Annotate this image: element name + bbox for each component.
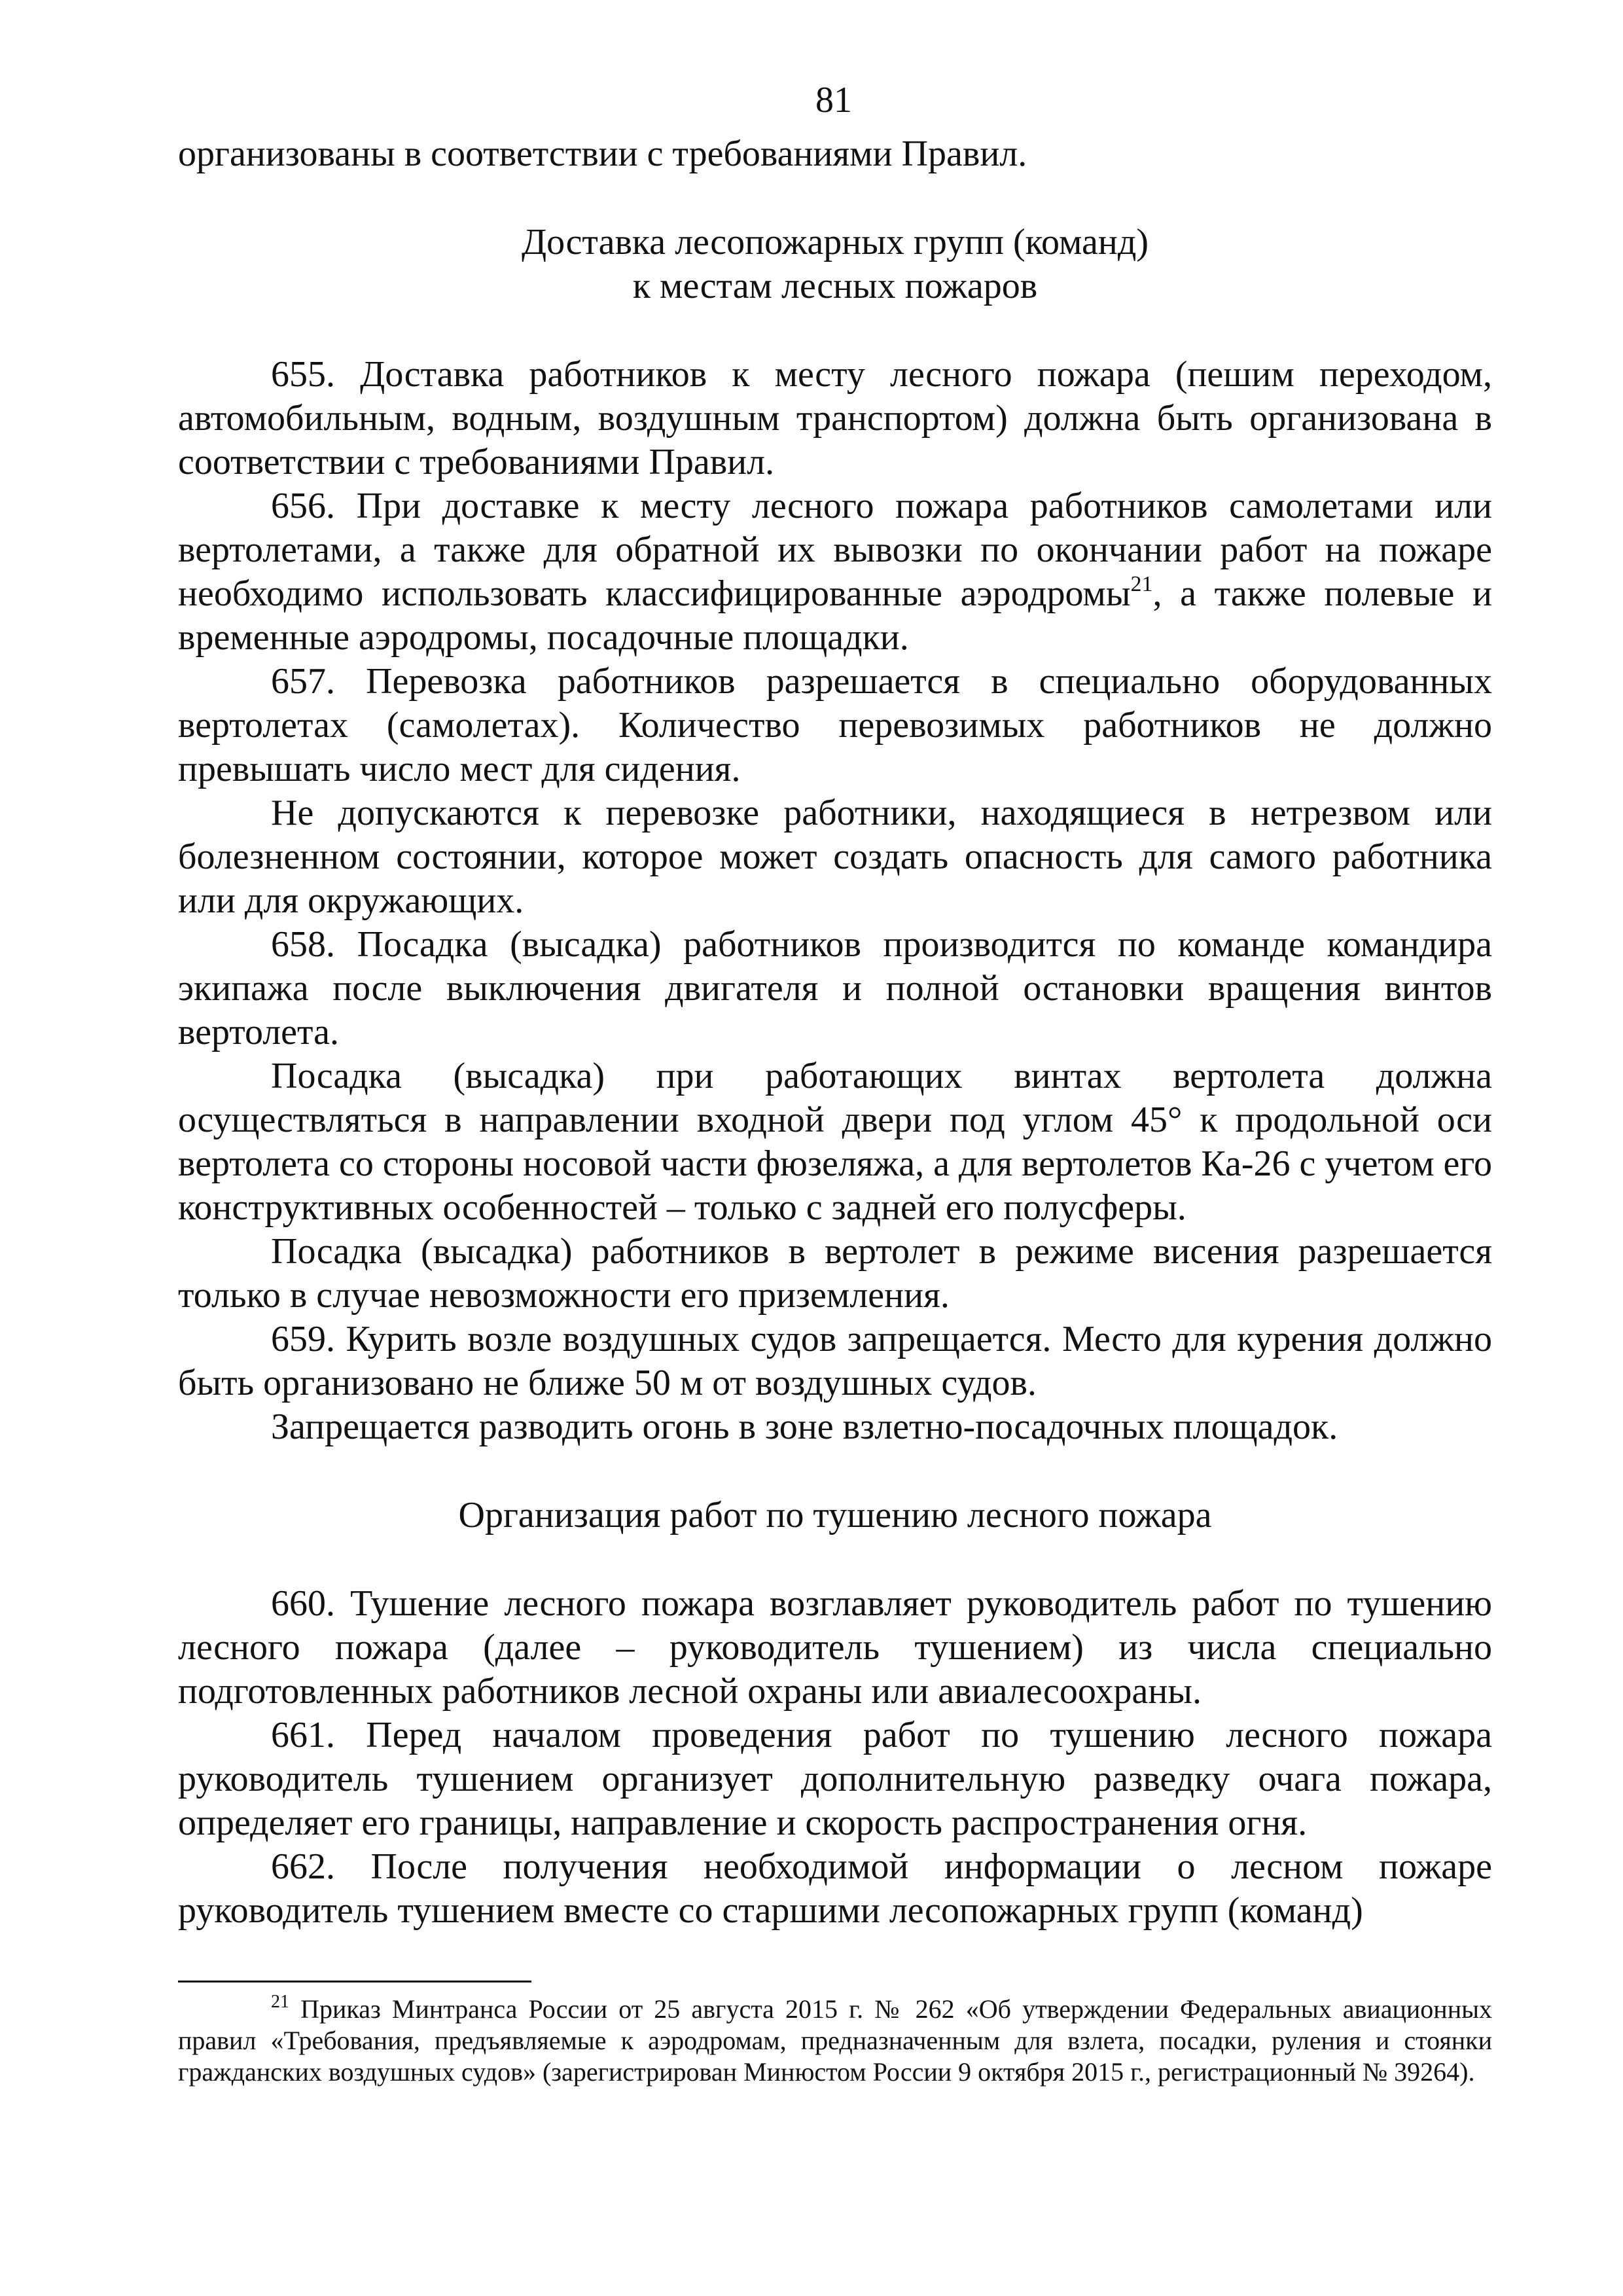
paragraph-658-hovering: Посадка (высадка) работников в вертолет в режиме висения разрешается только в случае невозможности его приземления. bbox=[178, 1231, 1492, 1316]
paragraph-659: 659. Курить возле воздушных судов запрещается. Место для курения должно быть организовано не ближе 50 м от воздушных судов. bbox=[178, 1319, 1492, 1403]
page-number: 81 bbox=[815, 80, 852, 120]
paragraph-656-text-b: , а также полевые и временные аэродромы, посадочные площадки. bbox=[178, 573, 1492, 658]
paragraph-660: 660. Тушение лесного пожара возглавляет руководитель работ по тушению лесного пожара (далее – руководитель тушением) из числа специально подготовленных работников лесной охраны или авиалесоохраны. bbox=[178, 1583, 1492, 1712]
paragraph-661: 661. Перед началом проведения работ по тушению лесного пожара руководитель тушением организует дополнительную разведку очага пожара, определяет его границы, направление и скорость распространения огня. bbox=[178, 1715, 1492, 1843]
document-body bbox=[178, 132, 1492, 1933]
footnote-reference[interactable]: 21 bbox=[1130, 572, 1153, 596]
footnote-separator bbox=[178, 1981, 531, 1982]
paragraph-662: 662. После получения необходимой информации о лесном пожаре руководитель тушением вместе со старшими лесопожарных групп (команд) bbox=[178, 1846, 1492, 1931]
footnote-text: Приказ Минтранса России от 25 августа 2015 г. № 262 «Об утверждении Федеральных авиационных правил «Требования, предъявляемые к аэродромам, предназначенным для взлета, посадки, руления и стоянки гражданских воздушных судов» (зарегистрирован Минюстом России 9 октября 2015 г., регистрационный № 39264). bbox=[178, 1994, 1492, 2087]
spacer bbox=[178, 308, 1492, 353]
footnote-21 bbox=[178, 1994, 1492, 2088]
paragraph-656-text-a: 656. При доставке к месту лесного пожара работников самолетами или вертолетами, а также для обратной их вывозки по окончании работ на пожаре необходимо использовать классифицированные аэродромы bbox=[178, 486, 1492, 614]
spacer bbox=[178, 176, 1492, 221]
section-title-organization: Организация работ по тушению лесного пожара bbox=[458, 1495, 1212, 1535]
paragraph-655: 655. Доставка работников к месту лесного пожара (пешим переходом, автомобильным, водным, воздушным транспортом) должна быть организована в соответствии с требованиями Правил. bbox=[178, 354, 1492, 482]
paragraph-659-continued: Запрещается разводить огонь в зоне взлетно-посадочных площадок. bbox=[271, 1407, 1338, 1447]
paragraph-658: 658. Посадка (высадка) работников производится по команде командира экипажа после выключения двигателя и полной остановки вращения винтов вертолета. bbox=[178, 924, 1492, 1052]
section-title-delivery-line2: к местам лесных пожаров bbox=[632, 266, 1038, 306]
spacer bbox=[178, 1449, 1492, 1494]
paragraph-657: 657. Перевозка работников разрешается в специально оборудованных вертолетах (самолетах). Количество перевозимых работников не должно превышать число мест для сидения. bbox=[178, 661, 1492, 789]
spacer bbox=[178, 1537, 1492, 1582]
paragraph-658-continued: Посадка (высадка) при работающих винтах вертолета должна осуществляться в направлении входной двери под углом 45° к продольной оси вертолета со стороны носовой части фюзеляжа, а для вертолетов Ка-26 с учетом его конструктивных особенностей – только с задней его полусферы. bbox=[178, 1056, 1492, 1228]
section-title-delivery-line1: Доставка лесопожарных групп (команд) bbox=[521, 222, 1149, 262]
paragraph-656 bbox=[178, 484, 1492, 660]
intro-paragraph: организованы в соответствии с требованиями Правил. bbox=[178, 134, 1027, 174]
footnote-marker: 21 bbox=[271, 1992, 289, 2012]
paragraph-657-continued: Не допускаются к перевозке работники, находящиеся в нетрезвом или болезненном состоянии, которое может создать опасность для самого работника или для окружающих. bbox=[178, 793, 1492, 921]
